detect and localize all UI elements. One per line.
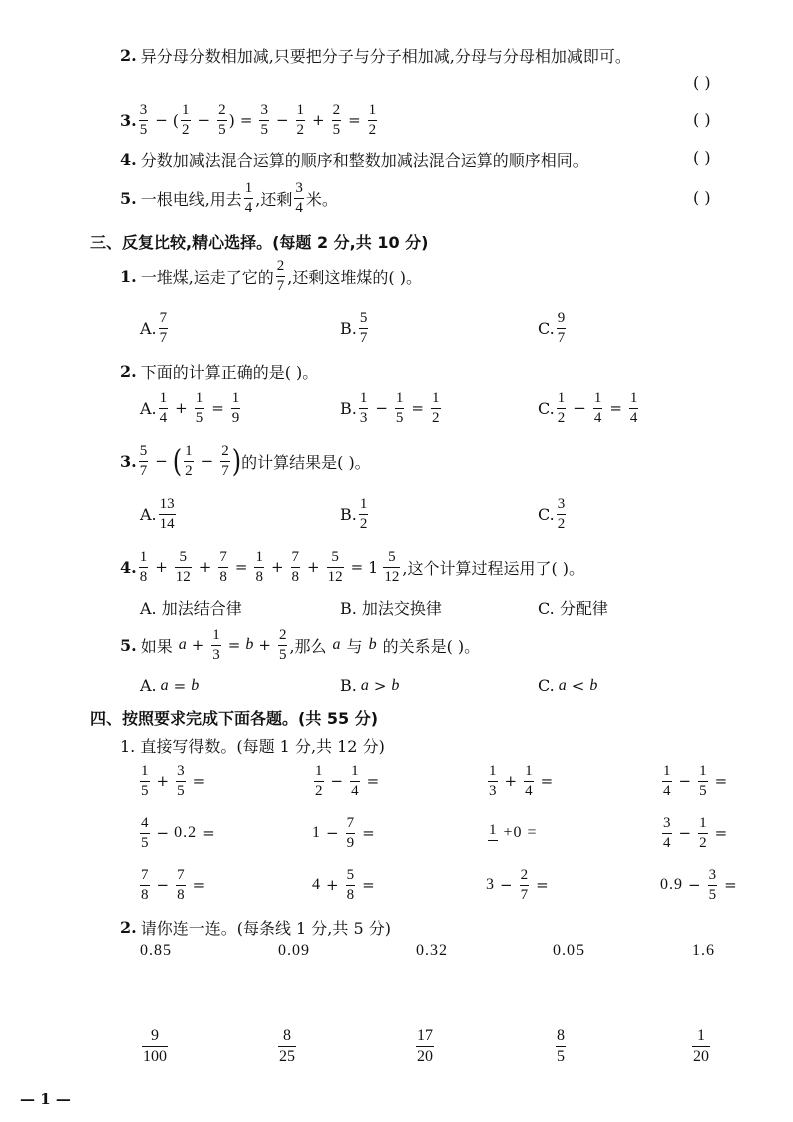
judge-q2: 2. 异分母分数相加减,只要把分子与分子相加减,分母与分母相加减即可。 [120,46,631,66]
match-decimal[interactable]: 0.05 [553,942,585,959]
fraction: 2 7 [276,257,285,294]
judge-q3: 3. 3 5 − ( 1 2 − 2 5 ) = 3 5 − 1 2 + 2 5 = 1 2 [120,101,377,138]
option-b[interactable]: B. 加法交换律 [340,599,442,618]
option-c[interactable]: C. 9 7 [538,309,566,346]
match-decimal[interactable]: 0.85 [140,942,172,959]
match-fraction[interactable]: $\frac{1}{20}$ [693,1027,709,1065]
option-b[interactable]: B. 1 2 [340,495,368,532]
option-a[interactable]: A. 13 14 [140,495,175,532]
fraction: 3 5 [139,101,148,138]
calc-item: 1 2 − 1 4 = [315,762,380,799]
judge-q5: 5. 一根电线,用去 1 4 ,还剩 3 4 米。 [120,179,338,216]
option-c[interactable]: C. 1 2 − 1 4 = 1 4 [538,389,638,426]
choice-q2: 2. 下面的计算正确的是( )。 [120,362,319,382]
answer-paren[interactable]: ( ) [693,110,711,129]
choice-q4: 4. 1 8 + 5 12 + 7 8 = 1 8 + 7 8 + 5 12 = 1 5 12 ,这个计算过程运用了( )。 [120,548,586,585]
page-number: — 1 — [20,1090,71,1108]
calc-item: 3 − 2 7 = [486,866,549,903]
calc-item: 1 5 + 3 5 = [141,762,206,799]
calc-item: 0.9 − 3 5 = [660,866,737,903]
match-fraction[interactable]: $\frac{8}{5}$ [557,1027,565,1065]
option-c[interactable]: C. 3 2 [538,495,566,532]
option-a[interactable]: A. 加法结合律 [140,599,242,618]
section-3-title: 三、反复比较,精心选择。(每题 2 分,共 10 分) [90,233,429,252]
choice-q5: 5. 如果 a + 1 3 = b + 2 5 ,那么 a 与 b 的关系是( )。 [120,626,481,663]
fraction: 2 5 [332,101,341,138]
fraction: 3 5 [260,101,268,138]
option-b[interactable]: B. 5 7 [340,309,368,346]
option-b[interactable]: B. a > b [340,676,400,695]
fraction: 3 4 [295,179,303,216]
choice-q1: 1. 一堆煤,运走了它的 2 7 ,还剩这堆煤的( )。 [120,257,422,294]
fraction: 1 2 [182,101,190,138]
fraction: 1 2 [368,101,377,138]
judge-q4: 4. 分数加减法混合运算的顺序和整数加减法混合运算的顺序相同。 [120,150,589,170]
match-decimal[interactable]: 0.32 [416,942,448,959]
calc-item: 4 + 5 8 = [312,866,375,903]
option-a[interactable]: A. 1 4 + 1 5 = 1 9 [140,389,240,426]
match-fraction[interactable]: $\frac{17}{20}$ [417,1027,433,1065]
fraction: 1 2 [296,101,305,138]
match-fraction[interactable]: $\frac{9}{100}$ [143,1027,167,1065]
calc-item: 1 − 7 9 = [312,814,375,851]
match-fraction[interactable]: $\frac{8}{25}$ [279,1027,295,1065]
calc-item: 4 5 − 0.2 = [141,814,215,851]
choice-q3: 3. 5 7 − ( 1 2 − 2 7 ) 的计算结果是( )。 [120,442,371,480]
option-a[interactable]: A. a = b [140,676,200,695]
sub-question-1: 1. 直接写得数。(每题 1 分,共 12 分) [120,737,385,756]
fraction: 1 4 [244,179,253,216]
calc-item: 7 8 − 7 8 = [141,866,206,903]
calc-item: 1 +0 = [489,822,538,841]
option-c[interactable]: C. 分配律 [538,599,608,618]
option-c[interactable]: C. a < b [538,676,598,695]
option-b[interactable]: B. 1 3 − 1 5 = 1 2 [340,389,440,426]
fraction: 2 5 [218,101,226,138]
answer-paren[interactable]: ( ) [693,73,711,92]
answer-paren[interactable]: ( ) [693,148,711,167]
match-decimal[interactable]: 1.6 [692,942,715,959]
sub-question-2: 2. 请你连一连。(每条线 1 分,共 5 分) [120,918,391,938]
match-decimal[interactable]: 0.09 [278,942,310,959]
answer-paren[interactable]: ( ) [693,188,711,207]
section-4-title: 四、按照要求完成下面各题。(共 55 分) [90,709,379,728]
calc-item: 1 4 − 1 5 = [663,762,728,799]
calc-item: 1 3 + 1 4 = [489,762,554,799]
option-a[interactable]: A. 7 7 [140,309,168,346]
calc-item: 3 4 − 1 2 = [663,814,728,851]
